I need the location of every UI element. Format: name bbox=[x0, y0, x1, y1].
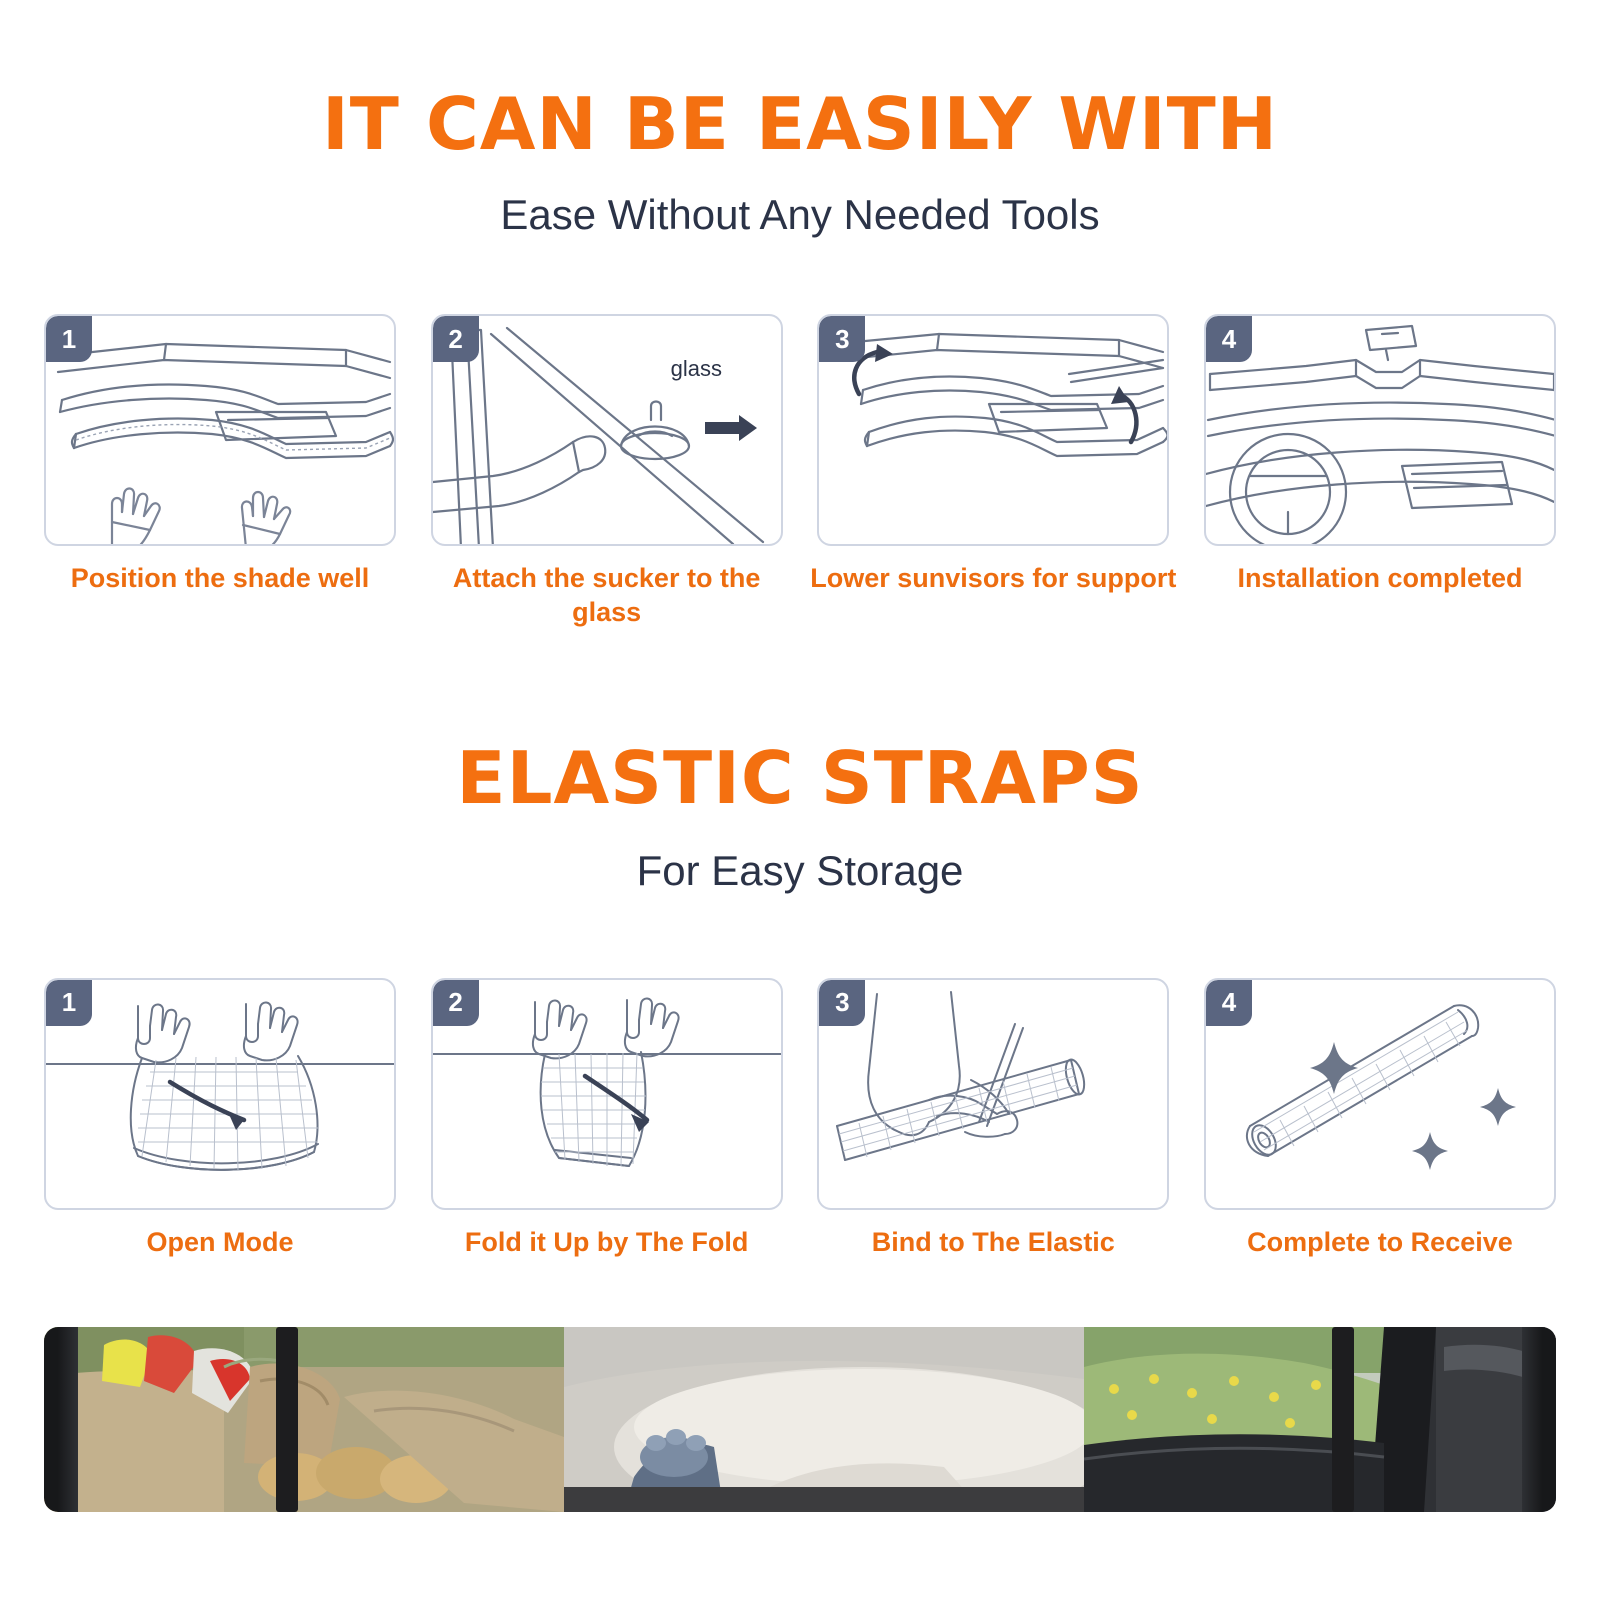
step-illustration-panel bbox=[817, 978, 1169, 1210]
step-position-shade bbox=[44, 314, 396, 630]
step-caption: Attach the sucker to the glass bbox=[452, 563, 761, 627]
elastic-strap-left bbox=[276, 1327, 298, 1512]
photo-segment-groceries bbox=[44, 1327, 564, 1512]
storage-subtitle: For Easy Storage bbox=[636, 846, 964, 894]
step-illustration-panel bbox=[817, 314, 1169, 546]
illustration-bind-elastic-strap bbox=[819, 980, 1169, 1210]
step-illustration-panel bbox=[431, 314, 783, 546]
roll-end-cap-right bbox=[1522, 1327, 1556, 1512]
photo-segment-cat bbox=[564, 1327, 1084, 1512]
step-number-badge: 1 bbox=[46, 980, 92, 1026]
storage-steps bbox=[0, 978, 1600, 1260]
illustration-suction-cup-glass bbox=[433, 316, 783, 546]
glass-annotation-label: glass bbox=[670, 356, 723, 381]
step-number-badge: 1 bbox=[46, 316, 92, 362]
step-number-badge: 2 bbox=[433, 980, 479, 1026]
step-number-badge: 3 bbox=[819, 316, 865, 362]
storage-title: ELASTIC STRAPS bbox=[456, 735, 1144, 820]
roll-end-cap-left bbox=[44, 1327, 78, 1512]
step-illustration-panel bbox=[1204, 978, 1556, 1210]
step-number-badge: 2 bbox=[433, 316, 479, 362]
illustration-fold-shade bbox=[433, 980, 783, 1210]
photo-segment-car-window bbox=[1084, 1327, 1556, 1512]
illustration-installed-shade-dashboard bbox=[1206, 316, 1556, 546]
step-attach-sucker bbox=[431, 314, 783, 630]
step-illustration-panel bbox=[44, 978, 396, 1210]
storage-section-header bbox=[0, 735, 1600, 894]
installation-subtitle: Ease Without Any Needed Tools bbox=[500, 191, 1100, 238]
step-number-badge: 3 bbox=[819, 980, 865, 1026]
step-caption: Complete to Receive bbox=[1247, 1226, 1513, 1257]
step-lower-sunvisors bbox=[810, 314, 1177, 630]
step-caption: Open Mode bbox=[146, 1226, 294, 1257]
step-number-badge: 4 bbox=[1206, 316, 1252, 362]
step-open-mode bbox=[44, 978, 396, 1260]
step-number-badge: 4 bbox=[1206, 980, 1252, 1026]
product-photo-strip bbox=[44, 1327, 1556, 1512]
illustration-rolled-shade-complete bbox=[1206, 980, 1556, 1210]
step-illustration-panel bbox=[44, 314, 396, 546]
step-illustration-panel bbox=[431, 978, 783, 1210]
step-installation-completed bbox=[1204, 314, 1556, 630]
step-fold-up bbox=[431, 978, 783, 1260]
illustration-car-interior-shade bbox=[46, 316, 396, 546]
step-complete-receive bbox=[1204, 978, 1556, 1260]
installation-title: IT CAN BE EASILY WITH bbox=[322, 82, 1278, 166]
step-bind-elastic bbox=[817, 978, 1169, 1260]
step-caption: Bind to The Elastic bbox=[871, 1226, 1115, 1257]
illustration-lower-sunvisors bbox=[819, 316, 1169, 546]
step-caption: Installation completed bbox=[1237, 563, 1523, 593]
step-illustration-panel bbox=[1204, 314, 1556, 546]
illustration-open-shade bbox=[46, 980, 396, 1210]
installation-section-header bbox=[0, 0, 1600, 236]
step-caption: Position the shade well bbox=[70, 563, 370, 593]
step-caption: Fold it Up by The Fold bbox=[464, 1226, 749, 1257]
step-caption: Lower sunvisors for support bbox=[810, 563, 1177, 593]
elastic-strap-right bbox=[1332, 1327, 1354, 1512]
installation-steps bbox=[0, 314, 1600, 630]
